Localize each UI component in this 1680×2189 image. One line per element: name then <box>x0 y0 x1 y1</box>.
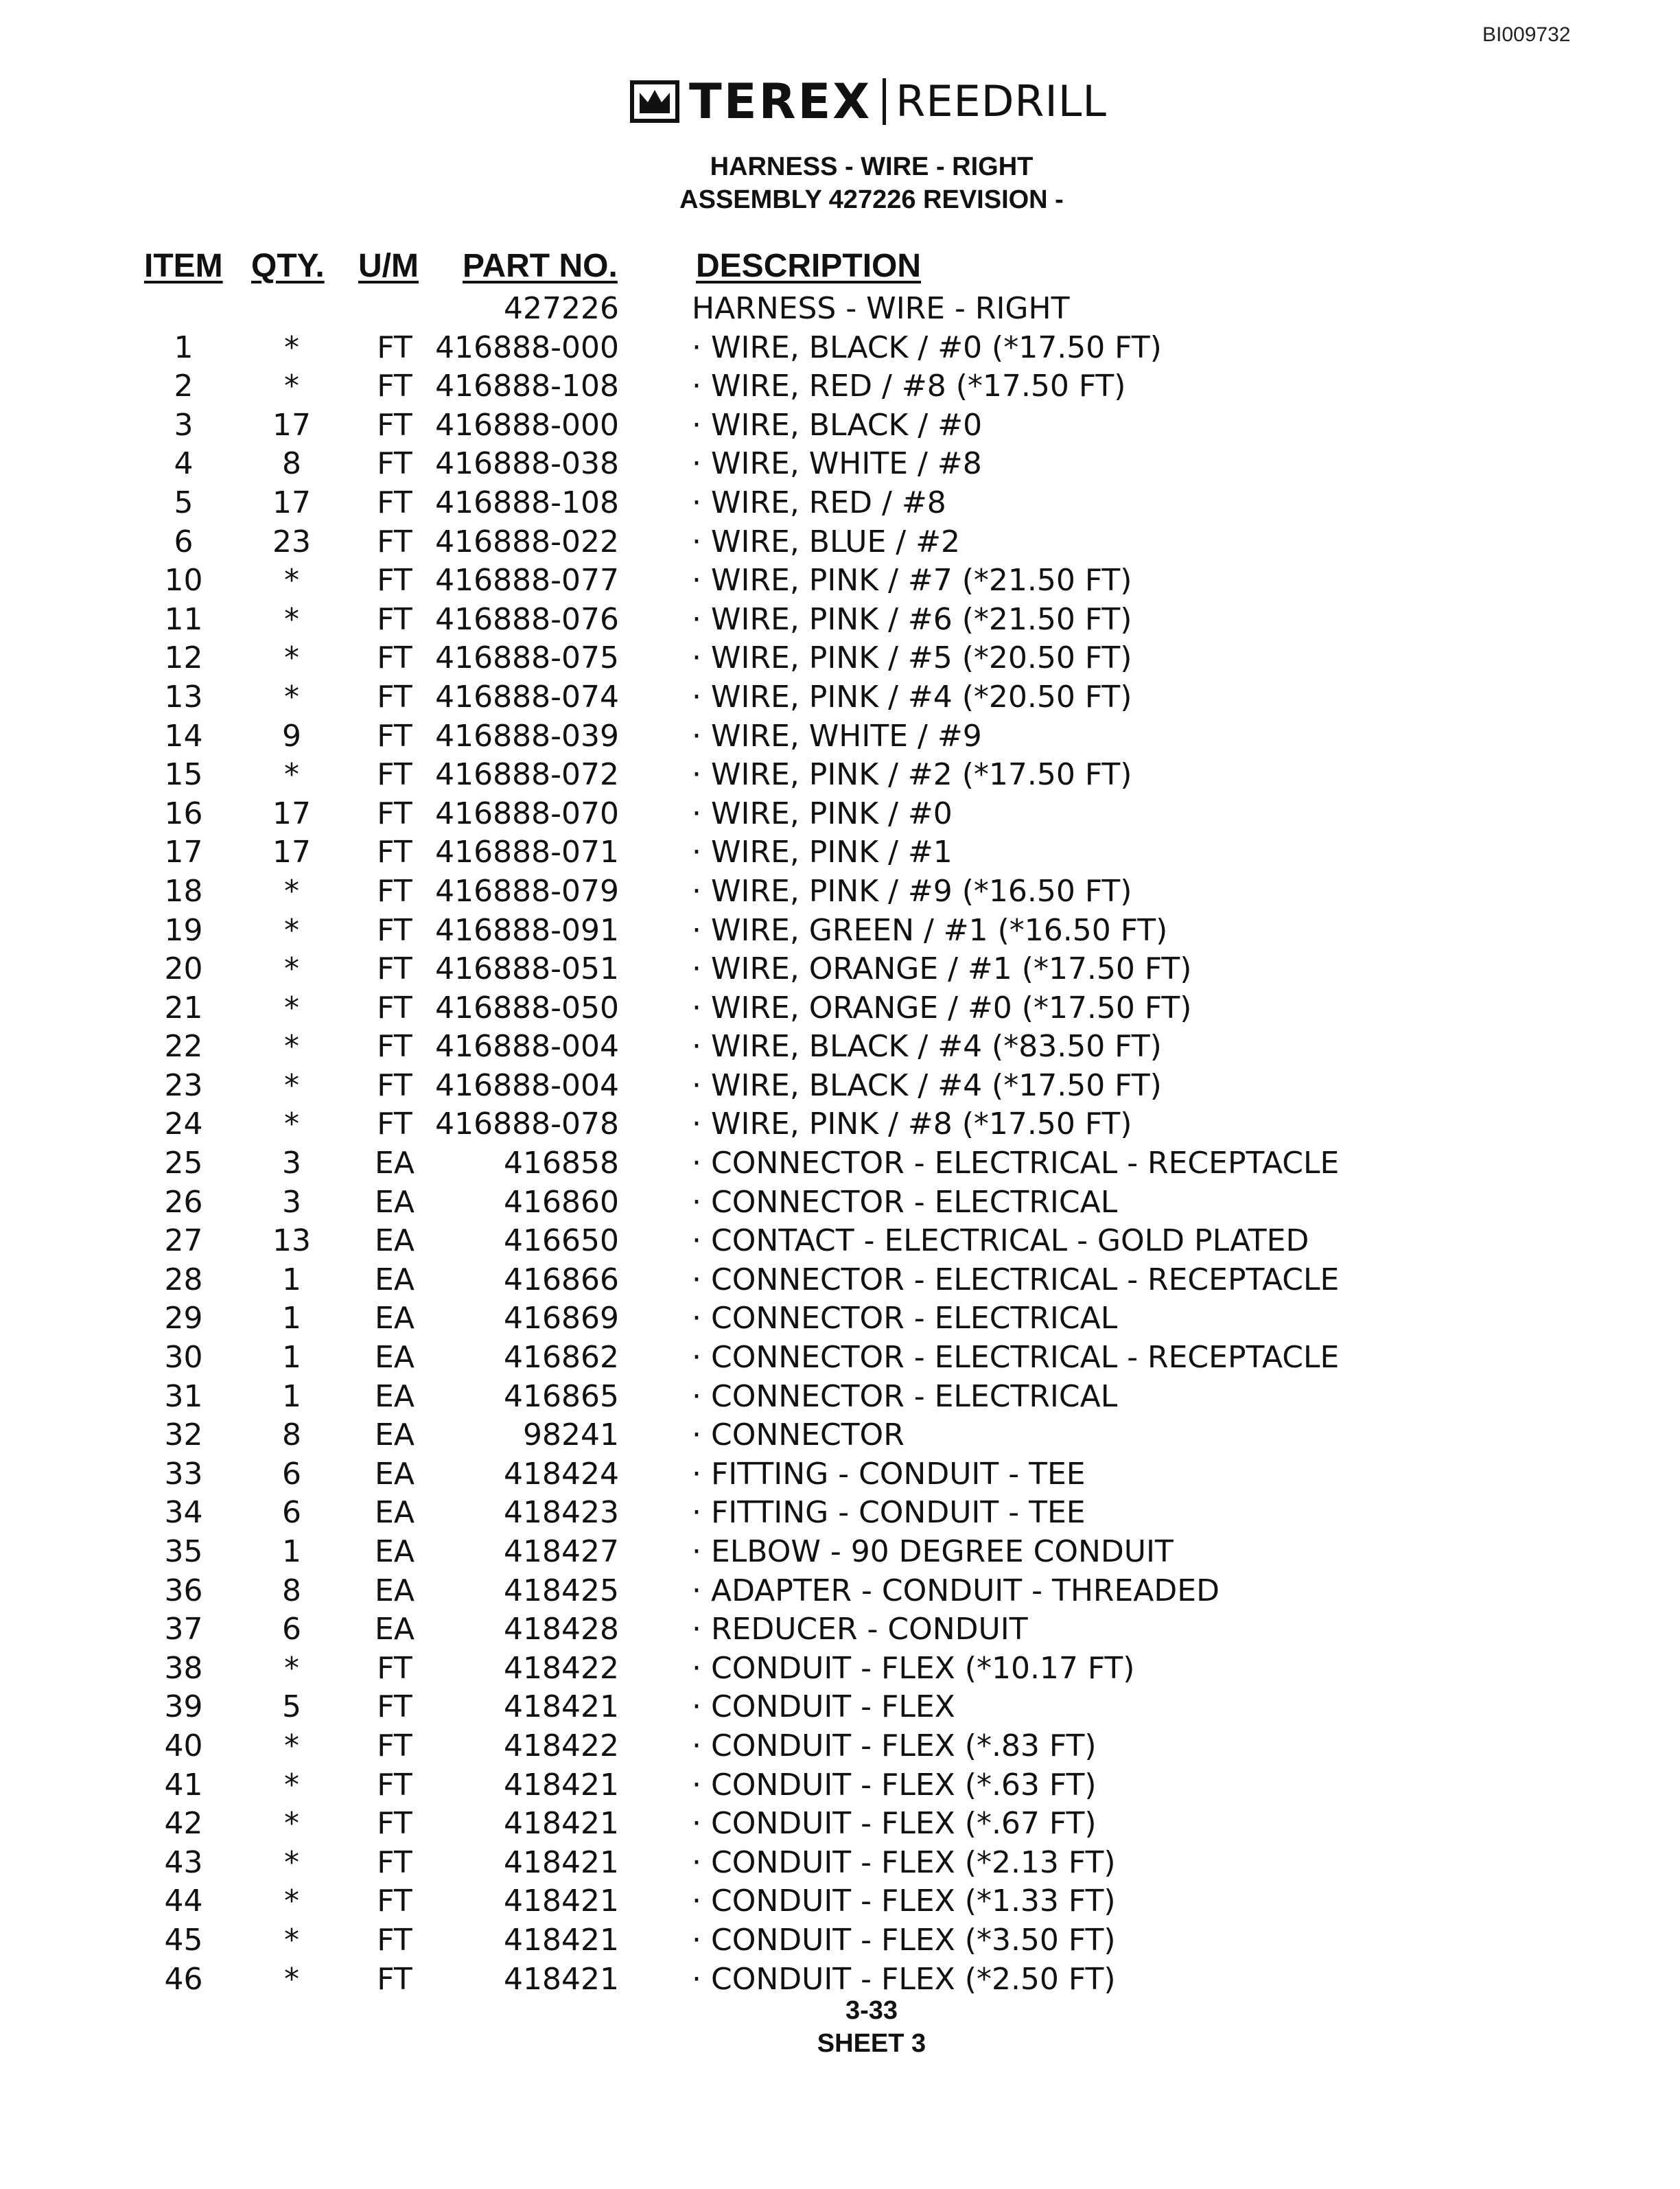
page-number: 3-33 <box>845 1996 898 2025</box>
quantity: * <box>284 990 299 1026</box>
assembly-revision: ASSEMBLY 427226 REVISION - <box>679 185 1064 214</box>
unit-of-measure: FT <box>377 407 412 443</box>
description: · CONDUIT - FLEX <box>692 1689 955 1725</box>
unit-of-measure: FT <box>377 835 412 870</box>
unit-of-measure: FT <box>377 757 412 793</box>
part-number: 416858 <box>504 1146 619 1181</box>
unit-of-measure: EA <box>375 1301 415 1336</box>
quantity: 13 <box>272 1223 311 1259</box>
item-number: 24 <box>164 1107 203 1142</box>
quantity: 6 <box>282 1456 301 1492</box>
part-number: 418425 <box>504 1573 619 1608</box>
part-number: 416888-000 <box>435 329 619 365</box>
quantity: * <box>284 873 299 909</box>
description: · WIRE, PINK / #2 (*17.50 FT) <box>692 757 1132 793</box>
description: · CONNECTOR - ELECTRICAL <box>692 1378 1118 1414</box>
part-number: 416888-039 <box>435 718 619 754</box>
quantity: 1 <box>282 1534 301 1569</box>
item-number: 6 <box>174 524 194 559</box>
item-number: 42 <box>164 1806 203 1842</box>
part-number: 418427 <box>504 1534 619 1569</box>
quantity: 6 <box>282 1495 301 1531</box>
part-number: 416888-071 <box>435 835 619 870</box>
part-number: 416888-038 <box>435 446 619 482</box>
description: · CONNECTOR - ELECTRICAL - RECEPTACLE <box>692 1262 1340 1297</box>
description: · WIRE, BLACK / #4 (*83.50 FT) <box>692 1029 1162 1065</box>
parts-list <box>0 290 1373 1999</box>
table-row <box>0 1494 1373 1533</box>
header-part-no: PART NO. <box>463 248 618 284</box>
description: · WIRE, PINK / #4 (*20.50 FT) <box>692 679 1132 715</box>
item-number: 44 <box>164 1884 203 1919</box>
item-number: 29 <box>164 1301 203 1336</box>
part-number: 416888-078 <box>435 1107 619 1142</box>
part-number: 416888-022 <box>435 524 619 559</box>
unit-of-measure: EA <box>375 1340 415 1376</box>
quantity: * <box>284 369 299 404</box>
part-number: 418421 <box>504 1767 619 1803</box>
table-row <box>0 1844 1373 1883</box>
table-row <box>0 1688 1373 1727</box>
item-number: 37 <box>164 1612 203 1647</box>
terex-reedrill-logo <box>630 74 1107 129</box>
quantity: * <box>284 1922 299 1958</box>
unit-of-measure: EA <box>375 1378 415 1414</box>
table-row <box>0 601 1373 640</box>
unit-of-measure: FT <box>377 1689 412 1725</box>
part-number: 418421 <box>504 1806 619 1842</box>
header-um: U/M <box>358 248 419 284</box>
description: · CONDUIT - FLEX (*10.17 FT) <box>692 1650 1135 1686</box>
item-number: 4 <box>174 446 194 482</box>
description: · WIRE, BLACK / #0 (*17.50 FT) <box>692 329 1162 365</box>
quantity: * <box>284 679 299 715</box>
table-row <box>0 1766 1373 1805</box>
description: · CONNECTOR - ELECTRICAL <box>692 1184 1118 1220</box>
quantity: * <box>284 1728 299 1763</box>
description: · WIRE, WHITE / #9 <box>692 718 982 754</box>
quantity: 17 <box>272 835 311 870</box>
part-number: 416888-091 <box>435 912 619 948</box>
table-row <box>0 1105 1373 1144</box>
item-number: 18 <box>164 873 203 909</box>
item-number: 33 <box>164 1456 203 1492</box>
description: · CONDUIT - FLEX (*.63 FT) <box>692 1767 1097 1803</box>
header-qty: QTY. <box>251 248 325 284</box>
quantity: * <box>284 1107 299 1142</box>
description: · ADAPTER - CONDUIT - THREADED <box>692 1573 1220 1608</box>
table-row <box>0 1610 1373 1649</box>
document-title: HARNESS - WIRE - RIGHT <box>710 152 1034 181</box>
part-number: 416888-074 <box>435 679 619 715</box>
description: · CONDUIT - FLEX (*.67 FT) <box>692 1806 1097 1842</box>
quantity: * <box>284 1884 299 1919</box>
item-number: 40 <box>164 1728 203 1763</box>
unit-of-measure: FT <box>377 912 412 948</box>
item-number: 43 <box>164 1844 203 1880</box>
table-row <box>0 833 1373 872</box>
item-number: 5 <box>174 485 194 520</box>
quantity: * <box>284 601 299 637</box>
description: · WIRE, PINK / #6 (*21.50 FT) <box>692 601 1132 637</box>
unit-of-measure: EA <box>375 1184 415 1220</box>
unit-of-measure: FT <box>377 1884 412 1919</box>
table-row <box>0 1183 1373 1223</box>
unit-of-measure: FT <box>377 601 412 637</box>
table-row <box>0 523 1373 562</box>
unit-of-measure: FT <box>377 640 412 676</box>
item-number: 31 <box>164 1378 203 1414</box>
item-number: 12 <box>164 640 203 676</box>
part-number: 418423 <box>504 1495 619 1531</box>
part-number: 416888-108 <box>435 485 619 520</box>
description: · CONDUIT - FLEX (*1.33 FT) <box>692 1884 1116 1919</box>
table-row <box>0 1261 1373 1300</box>
unit-of-measure: FT <box>377 563 412 599</box>
table-row <box>0 756 1373 795</box>
item-number: 30 <box>164 1340 203 1376</box>
table-row <box>0 1649 1373 1689</box>
table-row <box>0 795 1373 834</box>
description: · WIRE, BLUE / #2 <box>692 524 960 559</box>
item-number: 35 <box>164 1534 203 1569</box>
header-item: ITEM <box>144 248 223 284</box>
unit-of-measure: FT <box>377 796 412 831</box>
quantity: * <box>284 1767 299 1803</box>
part-number: 416888-050 <box>435 990 619 1026</box>
part-number: 416888-051 <box>435 951 619 987</box>
part-number: 418422 <box>504 1650 619 1686</box>
table-row <box>0 445 1373 484</box>
table-row <box>0 1882 1373 1921</box>
quantity: * <box>284 1844 299 1880</box>
unit-of-measure: FT <box>377 951 412 987</box>
unit-of-measure: EA <box>375 1534 415 1569</box>
quantity: * <box>284 951 299 987</box>
part-number: 416866 <box>504 1262 619 1297</box>
table-row <box>0 1416 1373 1455</box>
quantity: 3 <box>282 1184 301 1220</box>
unit-of-measure: FT <box>377 369 412 404</box>
part-number: 418424 <box>504 1456 619 1492</box>
item-number: 2 <box>174 369 194 404</box>
unit-of-measure: FT <box>377 718 412 754</box>
unit-of-measure: FT <box>377 1922 412 1958</box>
description: · WIRE, ORANGE / #1 (*17.50 FT) <box>692 951 1192 987</box>
item-number: 17 <box>164 835 203 870</box>
unit-of-measure: FT <box>377 990 412 1026</box>
description: · WIRE, RED / #8 <box>692 485 946 520</box>
unit-of-measure: FT <box>377 1961 412 1997</box>
part-number: 416650 <box>504 1223 619 1259</box>
description: · CONNECTOR - ELECTRICAL - RECEPTACLE <box>692 1340 1340 1376</box>
logo-divider <box>883 78 886 125</box>
item-number: 16 <box>164 796 203 831</box>
quantity: * <box>284 1961 299 1997</box>
description: · CONDUIT - FLEX (*2.13 FT) <box>692 1844 1116 1880</box>
unit-of-measure: EA <box>375 1262 415 1297</box>
description: · CONDUIT - FLEX (*2.50 FT) <box>692 1961 1116 1997</box>
part-number: 418421 <box>504 1689 619 1725</box>
quantity: * <box>284 329 299 365</box>
quantity: 1 <box>282 1301 301 1336</box>
unit-of-measure: EA <box>375 1146 415 1181</box>
table-row <box>0 1572 1373 1611</box>
unit-of-measure: FT <box>377 1806 412 1842</box>
description: · WIRE, PINK / #7 (*21.50 FT) <box>692 563 1132 599</box>
item-number: 38 <box>164 1650 203 1686</box>
part-number: 416888-079 <box>435 873 619 909</box>
item-number: 28 <box>164 1262 203 1297</box>
quantity: 8 <box>282 1417 301 1453</box>
unit-of-measure: FT <box>377 679 412 715</box>
quantity: 1 <box>282 1340 301 1376</box>
table-row <box>0 1067 1373 1106</box>
part-number: 416862 <box>504 1340 619 1376</box>
description: · WIRE, RED / #8 (*17.50 FT) <box>692 369 1126 404</box>
description: · WIRE, PINK / #9 (*16.50 FT) <box>692 873 1132 909</box>
unit-of-measure: FT <box>377 446 412 482</box>
quantity: * <box>284 640 299 676</box>
unit-of-measure: FT <box>377 1728 412 1763</box>
table-row <box>0 1144 1373 1183</box>
part-number: 416888-108 <box>435 369 619 404</box>
description: HARNESS - WIRE - RIGHT <box>692 291 1070 326</box>
item-number: 1 <box>174 329 194 365</box>
quantity: 3 <box>282 1146 301 1181</box>
quantity: 17 <box>272 407 311 443</box>
table-row <box>0 329 1373 368</box>
unit-of-measure: FT <box>377 1844 412 1880</box>
quantity: 5 <box>282 1689 301 1725</box>
item-number: 26 <box>164 1184 203 1220</box>
unit-of-measure: FT <box>377 1107 412 1142</box>
part-number: 416888-000 <box>435 407 619 443</box>
item-number: 11 <box>164 601 203 637</box>
item-number: 10 <box>164 563 203 599</box>
part-number: 416869 <box>504 1301 619 1336</box>
unit-of-measure: EA <box>375 1495 415 1531</box>
item-number: 3 <box>174 407 194 443</box>
unit-of-measure: EA <box>375 1417 415 1453</box>
quantity: * <box>284 1067 299 1103</box>
description: · CONNECTOR - ELECTRICAL - RECEPTACLE <box>692 1146 1340 1181</box>
description: · WIRE, WHITE / #8 <box>692 446 982 482</box>
table-row <box>0 1378 1373 1417</box>
quantity: 23 <box>272 524 311 559</box>
description: · WIRE, PINK / #8 (*17.50 FT) <box>692 1107 1132 1142</box>
description: · CONDUIT - FLEX (*3.50 FT) <box>692 1922 1116 1958</box>
quantity: * <box>284 1650 299 1686</box>
table-row <box>0 950 1373 989</box>
item-number: 22 <box>164 1029 203 1065</box>
sheet-number: SHEET 3 <box>817 2029 926 2058</box>
item-number: 41 <box>164 1767 203 1803</box>
part-number: 416888-076 <box>435 601 619 637</box>
table-row <box>0 1222 1373 1261</box>
item-number: 34 <box>164 1495 203 1531</box>
unit-of-measure: FT <box>377 873 412 909</box>
unit-of-measure: FT <box>377 1767 412 1803</box>
table-row <box>0 484 1373 523</box>
unit-of-measure: EA <box>375 1223 415 1259</box>
item-number: 32 <box>164 1417 203 1453</box>
part-number: 416888-072 <box>435 757 619 793</box>
item-number: 13 <box>164 679 203 715</box>
header-description: DESCRIPTION <box>696 248 922 284</box>
unit-of-measure: EA <box>375 1573 415 1608</box>
quantity: * <box>284 757 299 793</box>
part-number: 416888-004 <box>435 1029 619 1065</box>
table-row <box>0 1028 1373 1067</box>
part-number: 418421 <box>504 1961 619 1997</box>
table-row <box>0 989 1373 1028</box>
quantity: * <box>284 563 299 599</box>
table-row <box>0 872 1373 912</box>
item-number: 45 <box>164 1922 203 1958</box>
table-row <box>0 1921 1373 1960</box>
description: · FITTING - CONDUIT - TEE <box>692 1495 1086 1531</box>
part-number: 416860 <box>504 1184 619 1220</box>
description: · CONNECTOR - ELECTRICAL <box>692 1301 1118 1336</box>
brand-subname: REEDRILL <box>896 76 1107 126</box>
item-number: 39 <box>164 1689 203 1725</box>
unit-of-measure: EA <box>375 1456 415 1492</box>
unit-of-measure: FT <box>377 329 412 365</box>
unit-of-measure: FT <box>377 1650 412 1686</box>
item-number: 20 <box>164 951 203 987</box>
part-number: 416888-004 <box>435 1067 619 1103</box>
unit-of-measure: EA <box>375 1612 415 1647</box>
description: · CONDUIT - FLEX (*.83 FT) <box>692 1728 1097 1763</box>
quantity: 8 <box>282 1573 301 1608</box>
part-number: 418421 <box>504 1884 619 1919</box>
table-row <box>0 1727 1373 1766</box>
part-number: 418421 <box>504 1844 619 1880</box>
table-row <box>0 678 1373 717</box>
item-number: 19 <box>164 912 203 948</box>
unit-of-measure: FT <box>377 1029 412 1065</box>
unit-of-measure: FT <box>377 485 412 520</box>
description: · WIRE, PINK / #1 <box>692 835 953 870</box>
terex-crown-icon <box>630 80 679 123</box>
quantity: * <box>284 1806 299 1842</box>
quantity: 17 <box>272 485 311 520</box>
table-row <box>0 367 1373 406</box>
item-number: 15 <box>164 757 203 793</box>
description: · WIRE, PINK / #5 (*20.50 FT) <box>692 640 1132 676</box>
part-number: 98241 <box>523 1417 619 1453</box>
description: · WIRE, ORANGE / #0 (*17.50 FT) <box>692 990 1192 1026</box>
description: · WIRE, GREEN / #1 (*16.50 FT) <box>692 912 1168 948</box>
quantity: 6 <box>282 1612 301 1647</box>
item-number: 46 <box>164 1961 203 1997</box>
table-row <box>0 639 1373 678</box>
item-number: 21 <box>164 990 203 1026</box>
table-row <box>0 717 1373 756</box>
description: · CONTACT - ELECTRICAL - GOLD PLATED <box>692 1223 1309 1259</box>
part-number: 416888-077 <box>435 563 619 599</box>
part-number: 418428 <box>504 1612 619 1647</box>
document-id: BI009732 <box>1482 23 1571 46</box>
table-row <box>0 912 1373 951</box>
unit-of-measure: FT <box>377 1067 412 1103</box>
table-row <box>0 1339 1373 1378</box>
quantity: * <box>284 912 299 948</box>
item-number: 27 <box>164 1223 203 1259</box>
description: · WIRE, PINK / #0 <box>692 796 953 831</box>
description: · ELBOW - 90 DEGREE CONDUIT <box>692 1534 1174 1569</box>
quantity: 1 <box>282 1262 301 1297</box>
quantity: * <box>284 1029 299 1065</box>
quantity: 17 <box>272 796 311 831</box>
quantity: 9 <box>282 718 301 754</box>
part-number: 418421 <box>504 1922 619 1958</box>
description: · FITTING - CONDUIT - TEE <box>692 1456 1086 1492</box>
description: · REDUCER - CONDUIT <box>692 1612 1028 1647</box>
part-number: 418422 <box>504 1728 619 1763</box>
table-row <box>0 406 1373 445</box>
unit-of-measure: FT <box>377 524 412 559</box>
table-row <box>0 1455 1373 1494</box>
table-row <box>0 1805 1373 1844</box>
description: · WIRE, BLACK / #0 <box>692 407 983 443</box>
description: · WIRE, BLACK / #4 (*17.50 FT) <box>692 1067 1162 1103</box>
table-row <box>0 1533 1373 1572</box>
table-row <box>0 1299 1373 1339</box>
description: · CONNECTOR <box>692 1417 905 1453</box>
item-number: 23 <box>164 1067 203 1103</box>
quantity: 8 <box>282 446 301 482</box>
part-number: 416888-070 <box>435 796 619 831</box>
item-number: 25 <box>164 1146 203 1181</box>
item-number: 36 <box>164 1573 203 1608</box>
quantity: 1 <box>282 1378 301 1414</box>
table-row <box>0 290 1373 329</box>
part-number: 416888-075 <box>435 640 619 676</box>
item-number: 14 <box>164 718 203 754</box>
table-row <box>0 1960 1373 2000</box>
table-row <box>0 561 1373 601</box>
part-number: 416865 <box>504 1378 619 1414</box>
brand-name: TEREX <box>689 73 872 130</box>
part-number: 427226 <box>504 291 619 326</box>
